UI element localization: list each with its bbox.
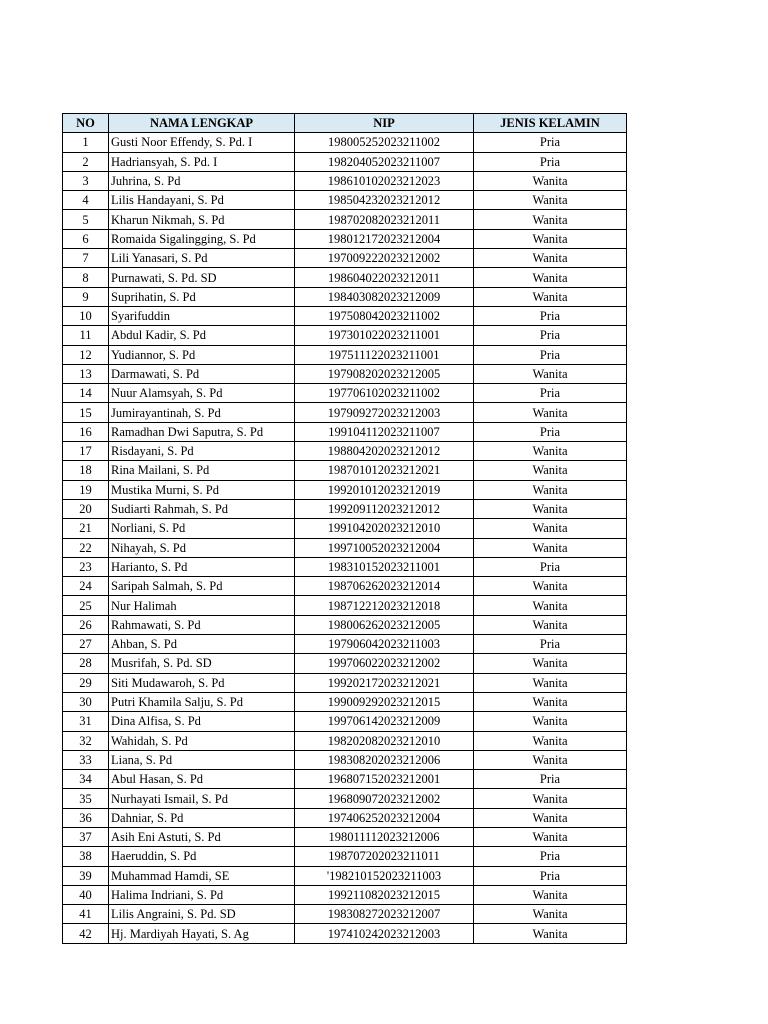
cell-name: Nihayah, S. Pd — [109, 538, 295, 557]
cell-nip: 197508042023211002 — [295, 306, 474, 325]
cell-sex: Wanita — [474, 249, 627, 268]
cell-name: Dahniar, S. Pd — [109, 808, 295, 827]
cell-sex: Wanita — [474, 171, 627, 190]
cell-no: 39 — [63, 866, 109, 885]
cell-sex: Pria — [474, 345, 627, 364]
table-row — [63, 750, 627, 769]
table-row — [63, 847, 627, 866]
cell-sex: Wanita — [474, 191, 627, 210]
cell-no: 1 — [63, 133, 109, 152]
cell-no: 27 — [63, 635, 109, 654]
table-row — [63, 905, 627, 924]
cell-nip: 199201012023212019 — [295, 480, 474, 499]
table-row — [63, 731, 627, 750]
cell-nip: 198610102023212023 — [295, 171, 474, 190]
cell-no: 4 — [63, 191, 109, 210]
cell-no: 2 — [63, 152, 109, 171]
cell-sex: Pria — [474, 133, 627, 152]
table-row — [63, 403, 627, 422]
cell-name: Halima Indriani, S. Pd — [109, 885, 295, 904]
table-row — [63, 306, 627, 325]
cell-no: 9 — [63, 287, 109, 306]
table-row — [63, 442, 627, 461]
table-row — [63, 384, 627, 403]
cell-nip: 199202172023212021 — [295, 673, 474, 692]
cell-no: 16 — [63, 422, 109, 441]
cell-sex: Pria — [474, 306, 627, 325]
cell-no: 26 — [63, 615, 109, 634]
cell-nip: 198707202023211011 — [295, 847, 474, 866]
cell-name: Yudiannor, S. Pd — [109, 345, 295, 364]
cell-nip: 197908202023212005 — [295, 364, 474, 383]
cell-name: Abdul Kadir, S. Pd — [109, 326, 295, 345]
cell-name: Mustika Murni, S. Pd — [109, 480, 295, 499]
cell-nip: 198804202023212012 — [295, 442, 474, 461]
table-row — [63, 519, 627, 538]
table-row — [63, 326, 627, 345]
cell-nip: 197406252023212004 — [295, 808, 474, 827]
cell-name: Asih Eni Astuti, S. Pd — [109, 827, 295, 846]
cell-name: Rahmawati, S. Pd — [109, 615, 295, 634]
cell-sex: Pria — [474, 326, 627, 345]
cell-no: 30 — [63, 692, 109, 711]
cell-name: Harianto, S. Pd — [109, 557, 295, 576]
cell-name: Nuur Alamsyah, S. Pd — [109, 384, 295, 403]
table-row — [63, 287, 627, 306]
table-row — [63, 133, 627, 152]
cell-name: Dina Alfisa, S. Pd — [109, 712, 295, 731]
cell-nip: 198504232023212012 — [295, 191, 474, 210]
cell-sex: Wanita — [474, 596, 627, 615]
cell-no: 18 — [63, 461, 109, 480]
cell-name: Gusti Noor Effendy, S. Pd. I — [109, 133, 295, 152]
cell-nip: 199211082023212015 — [295, 885, 474, 904]
table-row — [63, 808, 627, 827]
cell-no: 12 — [63, 345, 109, 364]
cell-nip: 199710052023212004 — [295, 538, 474, 557]
cell-no: 21 — [63, 519, 109, 538]
cell-sex: Wanita — [474, 808, 627, 827]
table-row — [63, 422, 627, 441]
cell-sex: Wanita — [474, 789, 627, 808]
cell-nip: 198310152023211001 — [295, 557, 474, 576]
table-row — [63, 499, 627, 518]
header-name: NAMA LENGKAP — [109, 114, 295, 133]
cell-nip: 197511122023211001 — [295, 345, 474, 364]
table-row — [63, 249, 627, 268]
cell-name: Ramadhan Dwi Saputra, S. Pd — [109, 422, 295, 441]
cell-nip: 198006262023212005 — [295, 615, 474, 634]
cell-sex: Wanita — [474, 577, 627, 596]
cell-name: Purnawati, S. Pd. SD — [109, 268, 295, 287]
cell-sex: Wanita — [474, 827, 627, 846]
cell-no: 41 — [63, 905, 109, 924]
cell-nip: 197009222023212002 — [295, 249, 474, 268]
cell-no: 42 — [63, 924, 109, 943]
cell-nip: 198005252023211002 — [295, 133, 474, 152]
cell-nip: 199104112023211007 — [295, 422, 474, 441]
cell-sex: Wanita — [474, 480, 627, 499]
table-row — [63, 210, 627, 229]
cell-no: 35 — [63, 789, 109, 808]
cell-nip: 198604022023212011 — [295, 268, 474, 287]
cell-name: Darmawati, S. Pd — [109, 364, 295, 383]
cell-sex: Pria — [474, 557, 627, 576]
cell-no: 37 — [63, 827, 109, 846]
cell-name: Saripah Salmah, S. Pd — [109, 577, 295, 596]
cell-sex: Wanita — [474, 461, 627, 480]
cell-name: Jumirayantinah, S. Pd — [109, 403, 295, 422]
cell-nip: 199104202023212010 — [295, 519, 474, 538]
cell-sex: Wanita — [474, 654, 627, 673]
cell-name: Lilis Handayani, S. Pd — [109, 191, 295, 210]
cell-no: 6 — [63, 229, 109, 248]
cell-no: 23 — [63, 557, 109, 576]
cell-sex: Pria — [474, 847, 627, 866]
cell-name: Sudiarti Rahmah, S. Pd — [109, 499, 295, 518]
cell-nip: 199209112023212012 — [295, 499, 474, 518]
header-nip: NIP — [295, 114, 474, 133]
cell-no: 11 — [63, 326, 109, 345]
table-row — [63, 171, 627, 190]
header-sex: JENIS KELAMIN — [474, 114, 627, 133]
table-row — [63, 789, 627, 808]
cell-name: Siti Mudawaroh, S. Pd — [109, 673, 295, 692]
header-no: NO — [63, 114, 109, 133]
cell-sex: Wanita — [474, 287, 627, 306]
cell-sex: Pria — [474, 152, 627, 171]
header-row — [63, 114, 627, 133]
cell-name: Muhammad Hamdi, SE — [109, 866, 295, 885]
cell-name: Syarifuddin — [109, 306, 295, 325]
cell-name: Norliani, S. Pd — [109, 519, 295, 538]
cell-name: Liana, S. Pd — [109, 750, 295, 769]
cell-nip: 199706022023212002 — [295, 654, 474, 673]
cell-no: 25 — [63, 596, 109, 615]
cell-sex: Wanita — [474, 750, 627, 769]
table-row — [63, 577, 627, 596]
cell-no: 17 — [63, 442, 109, 461]
document-sheet — [62, 113, 627, 944]
cell-no: 3 — [63, 171, 109, 190]
cell-nip: '198210152023211003 — [295, 866, 474, 885]
cell-sex: Wanita — [474, 712, 627, 731]
table-row — [63, 924, 627, 943]
cell-sex: Wanita — [474, 885, 627, 904]
table-row — [63, 364, 627, 383]
cell-sex: Wanita — [474, 442, 627, 461]
cell-name: Kharun Nikmah, S. Pd — [109, 210, 295, 229]
cell-nip: 198403082023212009 — [295, 287, 474, 306]
cell-nip: 198712212023212018 — [295, 596, 474, 615]
cell-no: 28 — [63, 654, 109, 673]
cell-name: Nurhayati Ismail, S. Pd — [109, 789, 295, 808]
cell-sex: Wanita — [474, 519, 627, 538]
cell-no: 22 — [63, 538, 109, 557]
cell-nip: 197909272023212003 — [295, 403, 474, 422]
cell-nip: 198308272023212007 — [295, 905, 474, 924]
cell-no: 7 — [63, 249, 109, 268]
cell-sex: Wanita — [474, 538, 627, 557]
cell-sex: Wanita — [474, 673, 627, 692]
cell-name: Juhrina, S. Pd — [109, 171, 295, 190]
table-row — [63, 770, 627, 789]
cell-sex: Pria — [474, 422, 627, 441]
cell-name: Putri Khamila Salju, S. Pd — [109, 692, 295, 711]
cell-name: Hj. Mardiyah Hayati, S. Ag — [109, 924, 295, 943]
cell-nip: 198701012023212021 — [295, 461, 474, 480]
cell-name: Risdayani, S. Pd — [109, 442, 295, 461]
cell-no: 14 — [63, 384, 109, 403]
cell-sex: Wanita — [474, 692, 627, 711]
cell-nip: 198202082023212010 — [295, 731, 474, 750]
cell-nip: 198702082023212011 — [295, 210, 474, 229]
cell-nip: 198012172023212004 — [295, 229, 474, 248]
cell-nip: 197706102023211002 — [295, 384, 474, 403]
cell-nip: 197301022023211001 — [295, 326, 474, 345]
cell-name: Romaida Sigalingging, S. Pd — [109, 229, 295, 248]
cell-nip: 198308202023212006 — [295, 750, 474, 769]
cell-no: 33 — [63, 750, 109, 769]
cell-nip: 198204052023211007 — [295, 152, 474, 171]
cell-no: 34 — [63, 770, 109, 789]
cell-nip: 198706262023212014 — [295, 577, 474, 596]
cell-no: 13 — [63, 364, 109, 383]
cell-sex: Wanita — [474, 615, 627, 634]
table-row — [63, 635, 627, 654]
table-row — [63, 229, 627, 248]
cell-name: Musrifah, S. Pd. SD — [109, 654, 295, 673]
cell-sex: Pria — [474, 635, 627, 654]
cell-no: 15 — [63, 403, 109, 422]
cell-nip: 199009292023212015 — [295, 692, 474, 711]
table-row — [63, 268, 627, 287]
table-row — [63, 654, 627, 673]
table-row — [63, 557, 627, 576]
table-row — [63, 596, 627, 615]
cell-name: Wahidah, S. Pd — [109, 731, 295, 750]
cell-sex: Wanita — [474, 924, 627, 943]
table-row — [63, 461, 627, 480]
table-row — [63, 152, 627, 171]
table-row — [63, 827, 627, 846]
employee-table — [62, 113, 627, 944]
cell-sex: Wanita — [474, 731, 627, 750]
cell-nip: 197410242023212003 — [295, 924, 474, 943]
cell-name: Suprihatin, S. Pd — [109, 287, 295, 306]
table-row — [63, 673, 627, 692]
cell-no: 20 — [63, 499, 109, 518]
cell-name: Lilis Angraini, S. Pd. SD — [109, 905, 295, 924]
cell-no: 40 — [63, 885, 109, 904]
table-row — [63, 538, 627, 557]
cell-no: 38 — [63, 847, 109, 866]
table-row — [63, 615, 627, 634]
cell-no: 19 — [63, 480, 109, 499]
cell-name: Rina Mailani, S. Pd — [109, 461, 295, 480]
cell-nip: 197906042023211003 — [295, 635, 474, 654]
table-row — [63, 712, 627, 731]
cell-no: 29 — [63, 673, 109, 692]
cell-sex: Pria — [474, 384, 627, 403]
cell-sex: Wanita — [474, 268, 627, 287]
cell-name: Lili Yanasari, S. Pd — [109, 249, 295, 268]
table-row — [63, 191, 627, 210]
table-row — [63, 480, 627, 499]
cell-no: 32 — [63, 731, 109, 750]
table-row — [63, 866, 627, 885]
cell-sex: Pria — [474, 770, 627, 789]
cell-sex: Wanita — [474, 403, 627, 422]
cell-nip: 196809072023212002 — [295, 789, 474, 808]
cell-name: Ahban, S. Pd — [109, 635, 295, 654]
cell-name: Hadriansyah, S. Pd. I — [109, 152, 295, 171]
cell-name: Abul Hasan, S. Pd — [109, 770, 295, 789]
cell-no: 8 — [63, 268, 109, 287]
table-row — [63, 885, 627, 904]
cell-name: Nur Halimah — [109, 596, 295, 615]
cell-nip: 199706142023212009 — [295, 712, 474, 731]
cell-no: 31 — [63, 712, 109, 731]
cell-sex: Wanita — [474, 905, 627, 924]
cell-name: Haeruddin, S. Pd — [109, 847, 295, 866]
cell-sex: Wanita — [474, 229, 627, 248]
cell-sex: Wanita — [474, 499, 627, 518]
cell-sex: Wanita — [474, 210, 627, 229]
cell-no: 10 — [63, 306, 109, 325]
cell-nip: 196807152023212001 — [295, 770, 474, 789]
table-row — [63, 345, 627, 364]
cell-no: 36 — [63, 808, 109, 827]
table-row — [63, 692, 627, 711]
cell-no: 5 — [63, 210, 109, 229]
cell-sex: Pria — [474, 866, 627, 885]
cell-sex: Wanita — [474, 364, 627, 383]
cell-nip: 198011112023212006 — [295, 827, 474, 846]
cell-no: 24 — [63, 577, 109, 596]
table-body — [63, 133, 627, 943]
